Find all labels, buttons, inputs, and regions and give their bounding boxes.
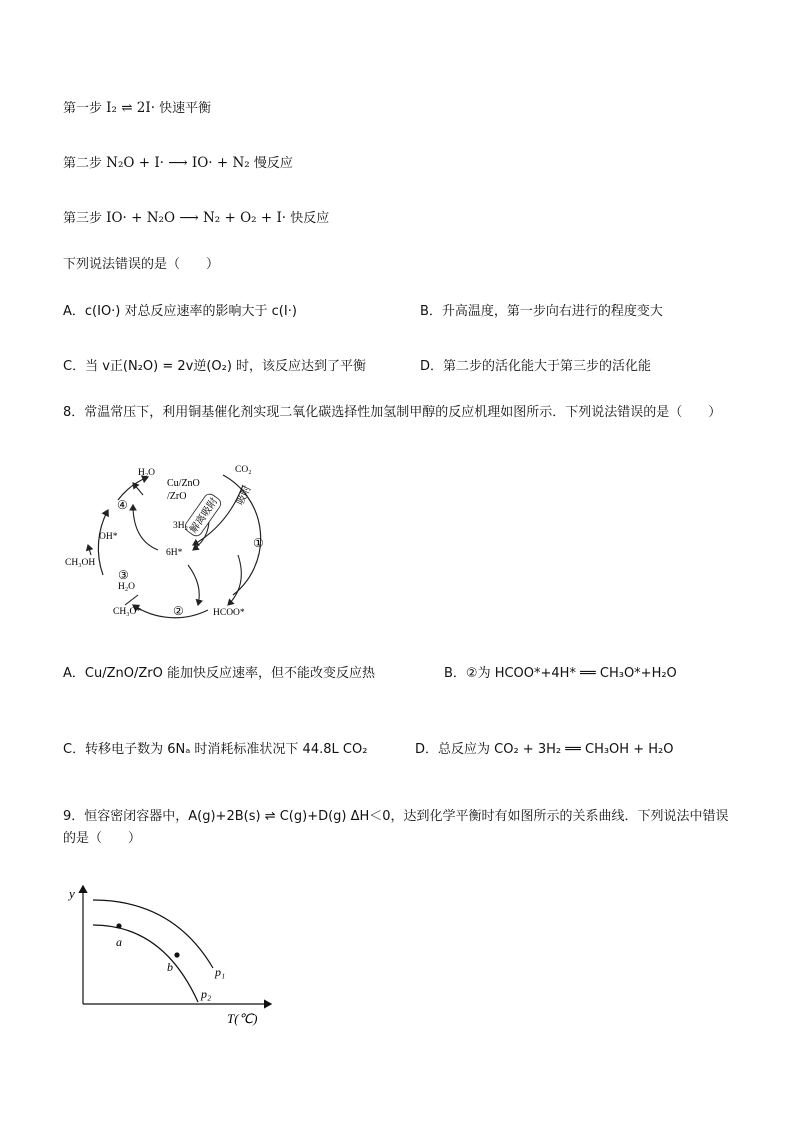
q7-option-b: B．升高温度，第一步向右进行的程度变大 xyxy=(420,304,663,319)
h2o-mid-label: H₂O xyxy=(118,582,136,592)
curve-p2-label: p₂ xyxy=(201,987,212,1001)
hcoo-label: HCOO* xyxy=(213,608,245,618)
q8-option-d: D．总反应为 CO₂ + 3H₂ ══ CH₃OH + H₂O xyxy=(415,742,674,757)
ch3o-label: CH₃O* xyxy=(113,607,142,617)
q8-option-a: A．Cu/ZnO/ZrO 能加快反应速率，但不能改变反应热 xyxy=(63,666,375,681)
step1-tail: 快速平衡 xyxy=(159,101,212,116)
q7-option-d: D．第二步的活化能大于第三步的活化能 xyxy=(420,359,652,374)
step3-marker: ③ xyxy=(118,568,129,582)
step1-equation: I₂ ⇌ 2I· xyxy=(106,100,156,116)
q7-option-c: C．当 v正(N₂O) = 2v逆(O₂) 时，该反应达到了平衡 xyxy=(63,359,367,374)
h2-label: 3H₂ xyxy=(173,521,188,531)
adsorb-label-1: 吸附 xyxy=(235,484,254,508)
q8-text: 8．常温常压下，利用铜基催化剂实现二氧化碳选择性加氢制甲醇的反应机理如图所示．下列说法错误的是（ ） xyxy=(63,405,722,420)
q8-option-c: C．转移电子数为 6Nₐ 时消耗标准状况下 44.8L CO₂ xyxy=(63,742,368,757)
curve-p1 xyxy=(93,900,213,968)
step1-marker: ① xyxy=(253,536,264,550)
x-axis-label: T(℃) xyxy=(227,1011,258,1026)
q7-prompt: 下列说法错误的是（ ） xyxy=(63,257,220,272)
step2-tail: 慢反应 xyxy=(253,156,293,171)
h2o-top-label: H₂O xyxy=(138,468,156,478)
point-a-label: a xyxy=(116,935,122,949)
catalyst-line1: Cu/ZnO xyxy=(167,478,200,489)
oh-label: OH* xyxy=(99,532,118,542)
step4-marker: ④ xyxy=(117,498,128,512)
co2-label: CO₂ xyxy=(235,465,252,475)
step2-marker: ② xyxy=(173,604,184,618)
step2-label: 第二步 xyxy=(63,156,103,171)
q9-text: 9．恒容密闭容器中，A(g)+2B(s) ⇌ C(g)+D(g) ΔH＜0，达到化学平衡时有如图所示的关系曲线．下列说法中错误的是（ ） xyxy=(63,809,729,846)
h6-label: 6H* xyxy=(166,548,183,558)
point-a-marker xyxy=(116,923,121,928)
ch3oh-label: CH₃OH xyxy=(65,558,96,568)
step1-label: 第一步 xyxy=(63,101,103,116)
step3-equation: IO· + N₂O ⟶ N₂ + O₂ + I· xyxy=(106,210,287,226)
y-axis-label: y xyxy=(69,886,75,901)
q8-option-b: B．②为 HCOO*+4H* ══ CH₃O*+H₂O xyxy=(444,666,677,681)
step3-tail: 快反应 xyxy=(290,211,330,226)
curve-p1-label: p₁ xyxy=(215,965,226,979)
catalyst-line2: /ZrO xyxy=(167,491,187,502)
step2-line xyxy=(63,154,293,173)
q7-option-a: A．c(IO·) 对总反应速率的影响大于 c(I·) xyxy=(63,304,297,319)
point-b-marker xyxy=(174,952,179,957)
step2-equation: N₂O + I· ⟶ IO· + N₂ xyxy=(106,155,250,171)
point-b-label: b xyxy=(167,960,173,974)
step1-line xyxy=(63,99,211,118)
mechanism-diagram xyxy=(63,455,278,625)
equilibrium-graph xyxy=(63,880,283,1030)
curve-p2 xyxy=(93,925,198,1002)
desorb-label: 解离 xyxy=(188,512,209,536)
step3-line xyxy=(63,209,329,228)
adsorb-label-2: 吸附 xyxy=(199,496,221,520)
step3-label: 第三步 xyxy=(63,211,103,226)
